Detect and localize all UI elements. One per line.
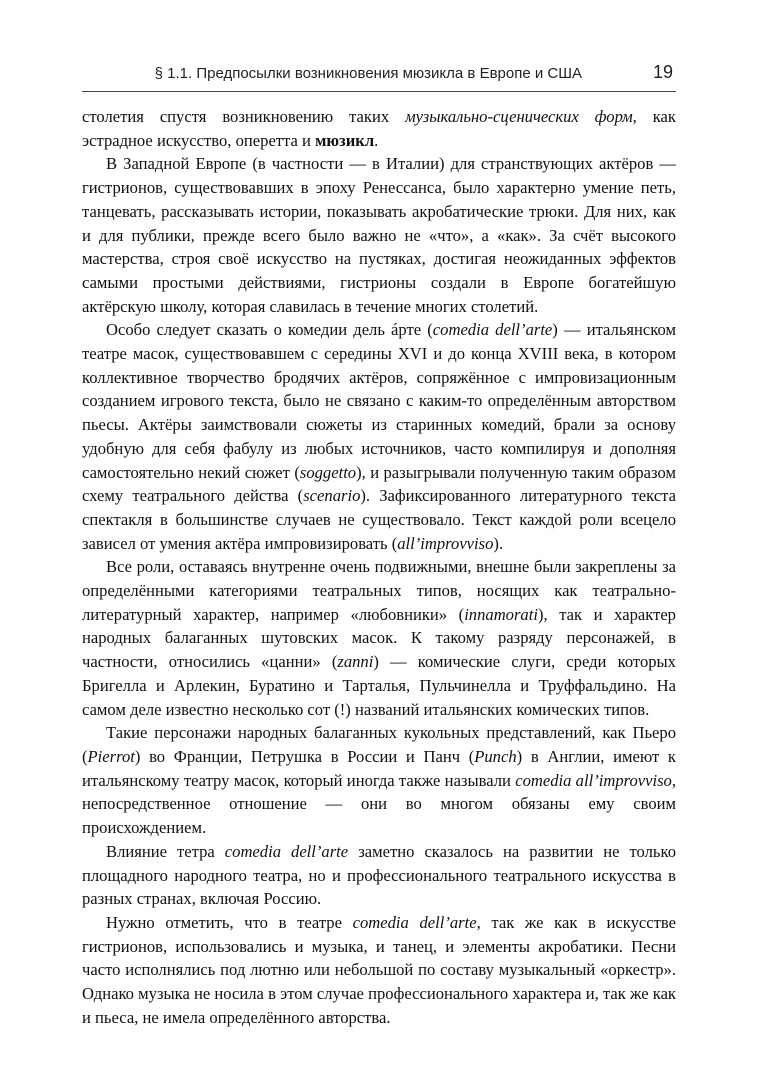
running-header <box>82 63 676 87</box>
text-run: Такие персонажи народных балаганных кукольных представлений, как Пьеро ( <box>82 723 676 766</box>
text-run: ) в Англии, имеют к итальянскому театру масок, который иногда также называли <box>82 746 676 790</box>
paragraph-p5 <box>82 721 676 840</box>
italic-term: zanni <box>337 652 374 672</box>
italic-term: Punch <box>474 746 517 766</box>
italic-term: comedia dell’arte <box>352 912 477 932</box>
paragraph-p4 <box>82 555 676 721</box>
text-run: ). <box>493 533 504 553</box>
text-run: , непосредственное отношение — они во многом обязаны ему своим происхождением. <box>82 770 677 838</box>
italic-term: soggetto <box>299 462 357 482</box>
running-title: § 1.1. Предпосылки возникновения мюзикла в Европе и США <box>154 65 582 82</box>
body-text <box>82 105 676 1029</box>
text-run: ), и разыгрывали полученную таким образом схему театрального действа ( <box>82 462 676 506</box>
header-rule <box>82 91 676 92</box>
text-run: Особо следует сказать о комедии дель áрте ( <box>106 320 433 340</box>
italic-term: innamorati <box>464 604 538 624</box>
page-number: 19 <box>652 62 673 82</box>
paragraph-p7 <box>82 911 676 1030</box>
text-run: ) — комические слуги, среди которых Бригелла и Арлекин, Буратино и Тарталья, Пульчинелла и Труффальдино. На самом деле известно несколько сот (!) названий итальянских комических типов. <box>82 652 676 719</box>
text-run: . <box>374 130 379 150</box>
text-run: заметно сказалось на развитии не только площадного народного театра, но и профессионального театрального искусства в разных странах, включая Россию. <box>82 841 676 909</box>
text-run: , так же как в искусстве гистрионов, использовались и музыка, и танец, и элементы акробатики. Песни часто исполнялись под лютню или небольшой по составу музыкальный «оркестр». Однако музыка не носила в этом случае профессионального характера и, так же как и пьеса, не имела определённого авторства. <box>82 912 676 1027</box>
italic-term: all’improvviso <box>397 533 494 553</box>
text-run: Нужно отметить, что в театре <box>106 912 353 932</box>
text-run: ), так и характер народных балаганных шутовских масок. К такому разряду персонажей, в частности, относились «цанни» ( <box>82 604 676 672</box>
italic-term: музыкально-сценических форм <box>405 107 633 126</box>
text-run: ) — итальянском театре масок, существовавшем с середины XVI и до конца XVIII века, в котором коллективное творчество бродячих актёров, сопряжённое с импровизационным созданием игрового текста, было не связано с каким-то определённым авторством пьесы. Актёры заимствовали сюжеты из старинных комедий, брали за основу удобную для себя фабулу из любых источников, часто компилируя и дополняя самостоятельно некий сюжет ( <box>82 320 676 482</box>
paragraph-p3 <box>82 318 676 555</box>
text-run: столетия спустя возникновению таких <box>82 107 406 126</box>
text-run: ). Зафиксированного литературного текста спектакля в большинстве случаев не существовало. Текст каждой роли всецело зависел от умения актёра импровизировать ( <box>82 486 676 553</box>
bold-term: мюзикл <box>315 130 375 150</box>
italic-term: comedia all’improvviso <box>515 770 672 790</box>
text-run: , как эстрадное искусство, оперетта и <box>82 107 676 150</box>
paragraph-p2 <box>82 152 676 318</box>
text-run: ) во Франции, Петрушка в России и Панч ( <box>134 746 475 766</box>
paragraph-p6 <box>82 840 676 911</box>
italic-term: scenario <box>303 486 361 506</box>
italic-term: comedia dell’arte <box>224 841 349 861</box>
italic-term: Pierrot <box>87 746 135 766</box>
text-run: В Западной Европе (в частности — в Италии) для странствующих актёров — гистрионов, существовавших в эпоху Ренессанса, было характерно умение петь, танцевать, рассказывать истории, показывать акробатические трюки. Для них, как и для публики, прежде всего было важно не «что», а «как». За счёт высокого мастерства, строя своё искусство на пустяках, достигая неожиданных эффектов самыми простыми действиями, гистрионы создали в Европе богатейшую актёрскую школу, которая славилась в течение многих столетий. <box>82 154 676 316</box>
text-run: Влияние тетра <box>106 841 225 861</box>
paragraph-p1 <box>82 105 676 152</box>
italic-term: comedia dell’arte <box>432 320 553 340</box>
text-run: Все роли, оставаясь внутренне очень подвижными, внешне были закреплены за определёнными категориями театральных типов, носящих как театрально-литературный характер, например «любовники» ( <box>82 557 676 624</box>
